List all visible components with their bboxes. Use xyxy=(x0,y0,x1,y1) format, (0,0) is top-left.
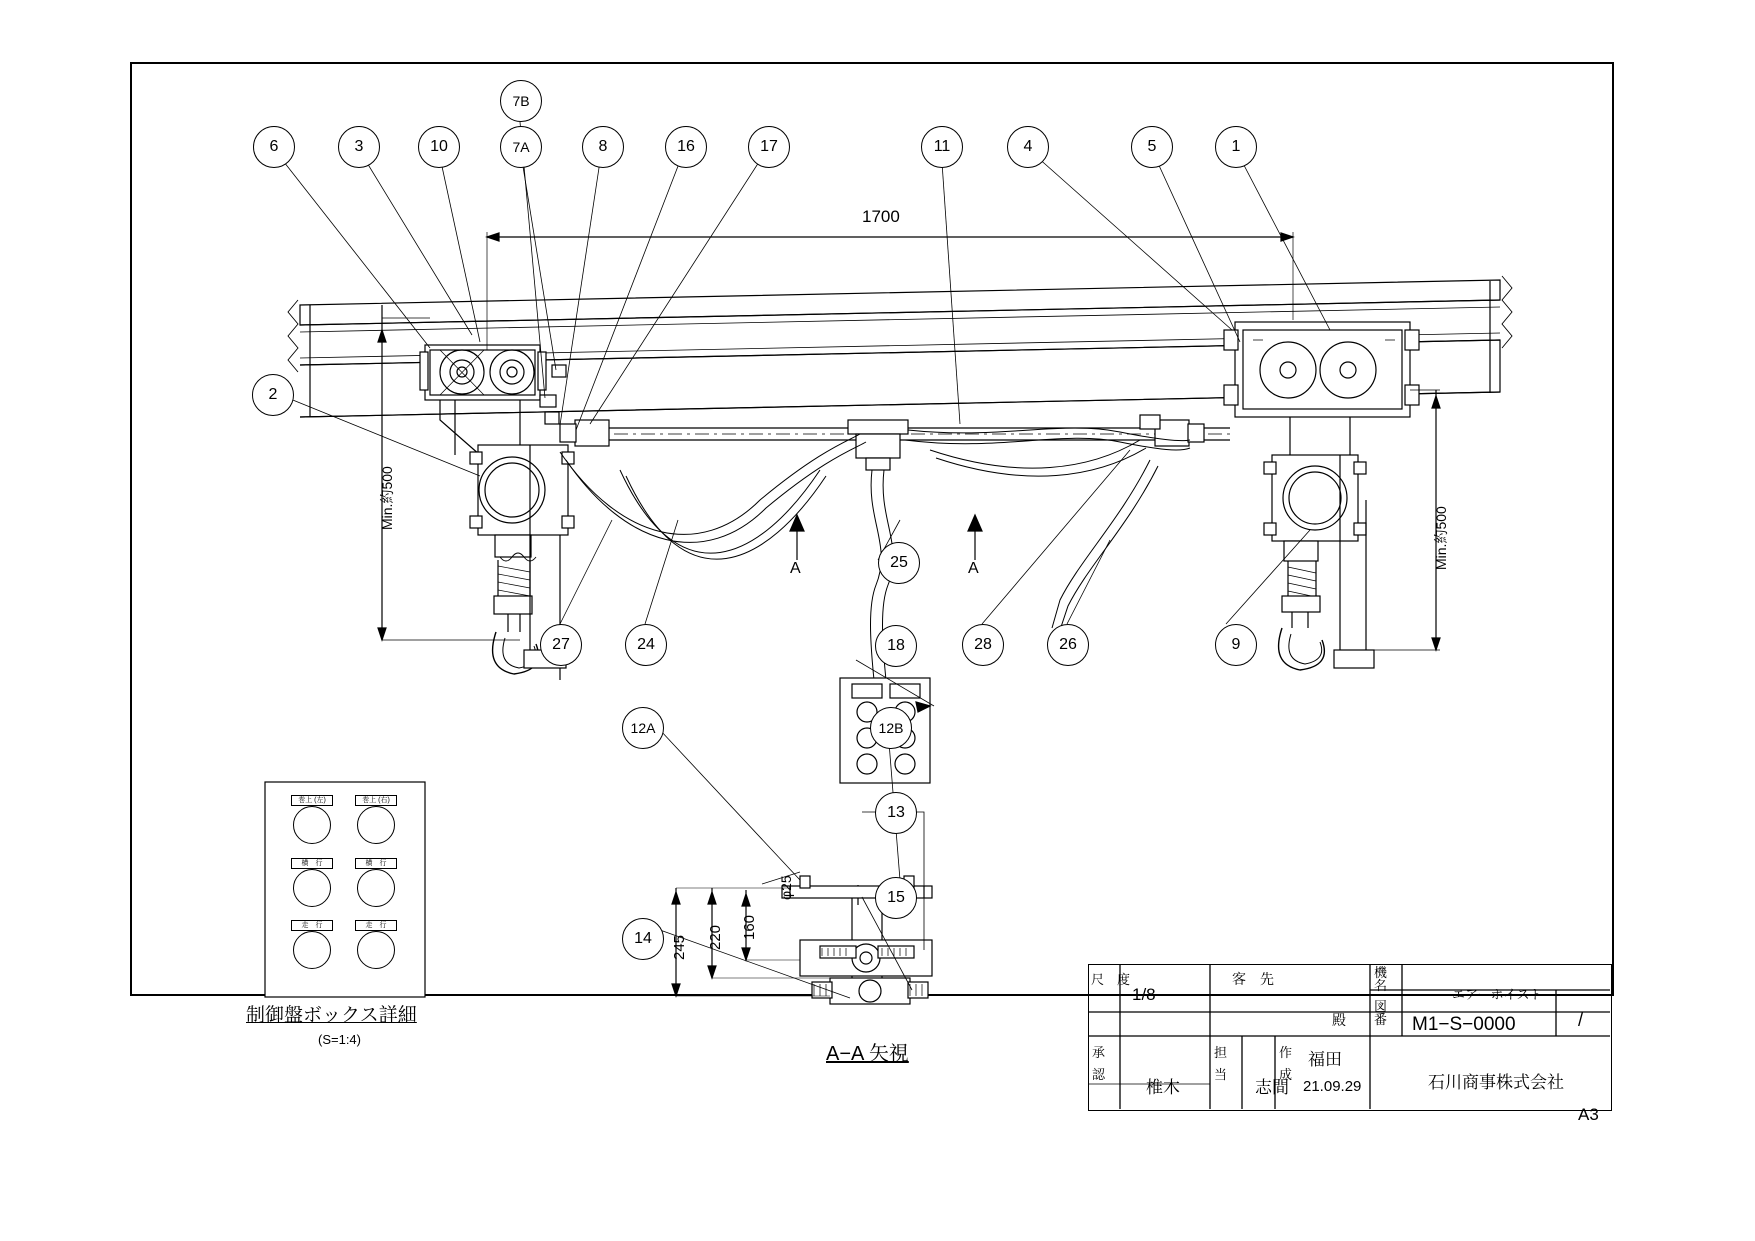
balloon-label: 26 xyxy=(1059,636,1077,653)
balloon-label: 1 xyxy=(1231,138,1241,155)
machine-name-value: エアーホイスト xyxy=(1452,987,1543,1002)
drawing-no-value: M1−S−0000 xyxy=(1412,1014,1516,1035)
balloon-label: 28 xyxy=(974,636,992,653)
dimension-left-height: Min.約500 xyxy=(379,466,395,530)
balloon-24[interactable] xyxy=(625,624,667,666)
balloon-17[interactable] xyxy=(748,126,790,168)
balloon-25[interactable] xyxy=(878,542,920,584)
sheet-size-label: A3 xyxy=(1578,1105,1599,1124)
customer-suffix: 殿 xyxy=(1332,1012,1346,1028)
balloon-7b[interactable] xyxy=(500,80,542,122)
dimension-160: 160 xyxy=(741,914,758,940)
control-tag-0: 巻上 (左) xyxy=(291,795,333,806)
dimension-span-1700: 1700 xyxy=(862,207,900,226)
control-tag-3: 横 行 xyxy=(355,858,397,869)
balloon-label: 7A xyxy=(512,139,530,155)
dimension-right-height: Min.約500 xyxy=(1433,506,1449,570)
dimension-245: 245 xyxy=(671,934,688,960)
balloon-label: 10 xyxy=(430,138,448,155)
balloon-9[interactable] xyxy=(1215,624,1257,666)
balloon-5[interactable] xyxy=(1131,126,1173,168)
control-tag-4: 走 行 xyxy=(291,920,333,931)
balloon-15[interactable] xyxy=(875,877,917,919)
balloon-28[interactable] xyxy=(962,624,1004,666)
balloon-14[interactable] xyxy=(622,918,664,960)
balloon-label: 2 xyxy=(268,386,278,403)
drawing-no-label: 図 番 xyxy=(1374,999,1388,1027)
balloon-label: 4 xyxy=(1023,138,1033,155)
balloon-label: 6 xyxy=(269,138,279,155)
control-box-scale: (S=1:4) xyxy=(318,1032,361,1047)
balloon-label: 11 xyxy=(933,138,951,155)
scale-label: 尺 度 xyxy=(1091,972,1131,987)
balloon-13[interactable] xyxy=(875,792,917,834)
scale-value: 1/8 xyxy=(1132,985,1156,1004)
balloon-label: 17 xyxy=(760,138,778,155)
control-tag-1: 巻上 (右) xyxy=(355,795,397,806)
made-label: 作 成 xyxy=(1279,1045,1293,1082)
balloon-2[interactable] xyxy=(252,374,294,416)
dimension-diameter-25: φ25 xyxy=(778,875,794,900)
balloon-8[interactable] xyxy=(582,126,624,168)
control-tag-5: 走 行 xyxy=(355,920,397,931)
balloon-label: 12B xyxy=(878,720,904,736)
balloon-18[interactable] xyxy=(875,625,917,667)
balloon-1[interactable] xyxy=(1215,126,1257,168)
control-box-caption: 制御盤ボックス詳細 xyxy=(246,1005,417,1026)
balloon-label: 27 xyxy=(552,636,570,653)
company-name: 石川商事株式会社 xyxy=(1428,1073,1564,1092)
balloon-12a[interactable] xyxy=(622,707,664,749)
sheet-value: / xyxy=(1578,1010,1584,1030)
balloon-label: 3 xyxy=(354,138,364,155)
balloon-label: 7B xyxy=(512,93,530,109)
section-view-caption: A−A 矢視 xyxy=(826,1043,909,1065)
balloon-3[interactable] xyxy=(338,126,380,168)
balloon-label: 12A xyxy=(630,720,656,736)
charge-value: 志間 xyxy=(1255,1078,1289,1097)
balloon-26[interactable] xyxy=(1047,624,1089,666)
approve-value: 椎木 xyxy=(1146,1078,1180,1097)
section-mark-a-left: A xyxy=(790,560,801,577)
balloon-6[interactable] xyxy=(253,126,295,168)
balloon-label: 18 xyxy=(887,637,905,654)
balloon-label: 25 xyxy=(890,554,908,571)
approve-label: 承 認 xyxy=(1092,1045,1106,1082)
charge-label: 担 当 xyxy=(1214,1045,1228,1082)
balloon-label: 15 xyxy=(887,889,905,906)
balloon-10[interactable] xyxy=(418,126,460,168)
made-value: 福田 xyxy=(1308,1050,1342,1069)
balloon-16[interactable] xyxy=(665,126,707,168)
balloon-label: 14 xyxy=(634,930,652,947)
balloon-label: 9 xyxy=(1231,636,1241,653)
balloon-label: 24 xyxy=(637,636,655,653)
control-tag-2: 横 行 xyxy=(291,858,333,869)
dimension-220: 220 xyxy=(707,924,724,950)
balloon-27[interactable] xyxy=(540,624,582,666)
made-date: 21.09.29 xyxy=(1303,1078,1362,1095)
balloon-12b[interactable] xyxy=(870,707,912,749)
balloon-label: 5 xyxy=(1147,138,1157,155)
balloon-7a[interactable] xyxy=(500,126,542,168)
balloon-4[interactable] xyxy=(1007,126,1049,168)
balloon-label: 8 xyxy=(598,138,608,155)
section-mark-a-right: A xyxy=(968,560,979,577)
balloon-label: 13 xyxy=(887,804,905,821)
machine-name-label: 機 名 xyxy=(1374,965,1388,993)
balloon-label: 16 xyxy=(677,138,695,155)
customer-label: 客 先 xyxy=(1232,971,1274,987)
balloon-11[interactable] xyxy=(921,126,963,168)
